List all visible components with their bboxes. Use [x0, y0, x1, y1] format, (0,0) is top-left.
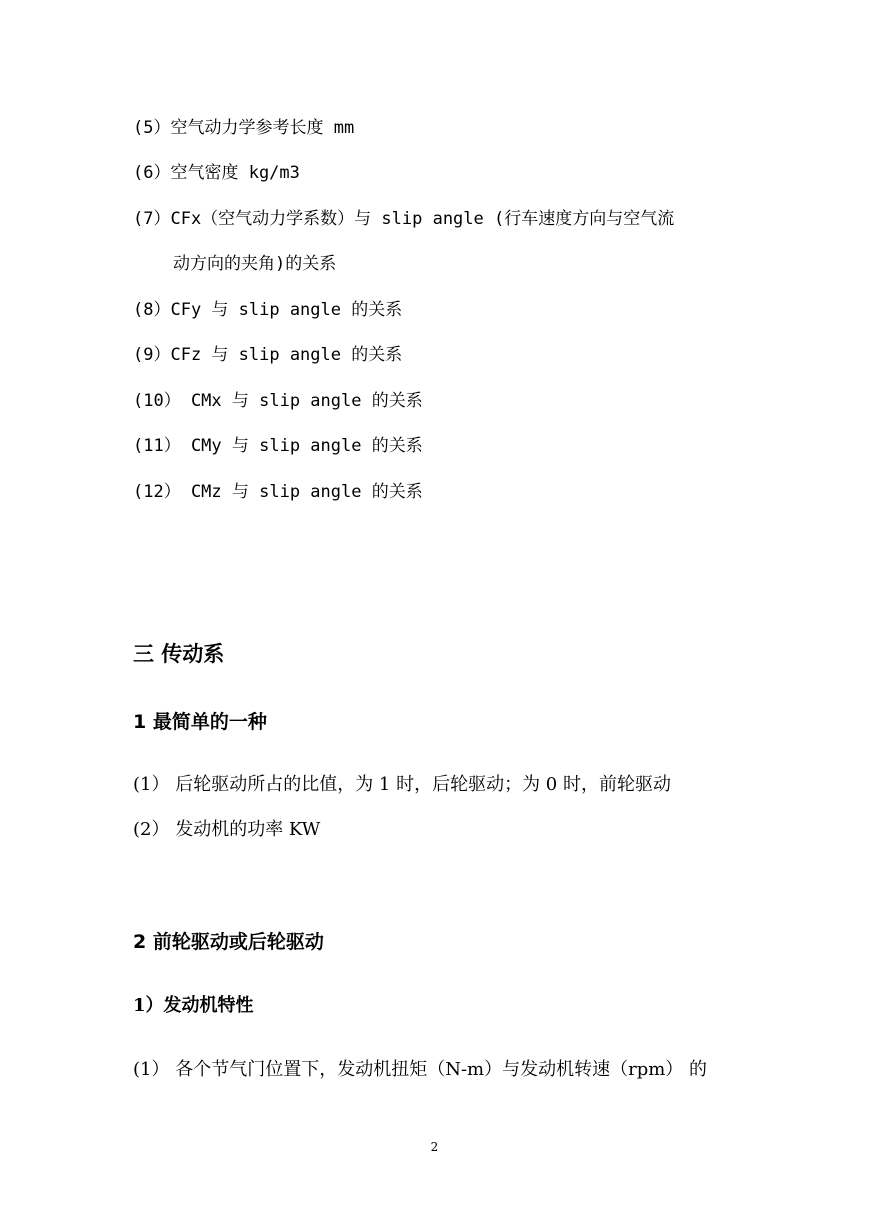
- aero-item-8: (8）CFy 与 slip angle 的关系: [133, 300, 403, 320]
- aero-item-11: (11） CMy 与 slip angle 的关系: [133, 436, 423, 456]
- subsection-2-title: 2 前轮驱动或后轮驱动: [133, 931, 324, 953]
- aero-item-10: (10） CMx 与 slip angle 的关系: [133, 391, 423, 411]
- aero-item-9: (9）CFz 与 slip angle 的关系: [133, 345, 403, 365]
- subsection-1-item-2: (2） 发动机的功率 KW: [133, 819, 321, 840]
- subsection-1-title: 1 最简单的一种: [133, 711, 267, 733]
- subsection-2-item-1: (1） 各个节气门位置下，发动机扭矩（N-m）与发动机转速（rpm） 的: [133, 1059, 708, 1080]
- subsection-1-item-1: (1） 后轮驱动所占的比值，为 1 时，后轮驱动；为 0 时，前轮驱动: [133, 774, 671, 795]
- aero-item-7: (7）CFx（空气动力学系数）与 slip angle (行车速度方向与空气流: [133, 209, 675, 229]
- subsection-2-1-title: 1）发动机特性: [133, 995, 254, 1016]
- aero-item-6: (6）空气密度 kg/m3: [133, 163, 300, 183]
- aero-item-12: (12） CMz 与 slip angle 的关系: [133, 482, 423, 502]
- aero-item-5: (5）空气动力学参考长度 mm: [133, 118, 355, 138]
- section-title: 三 传动系: [133, 642, 225, 666]
- page-number: 2: [430, 1140, 439, 1154]
- aero-item-7-continued: 动方向的夹角)的关系: [173, 254, 337, 274]
